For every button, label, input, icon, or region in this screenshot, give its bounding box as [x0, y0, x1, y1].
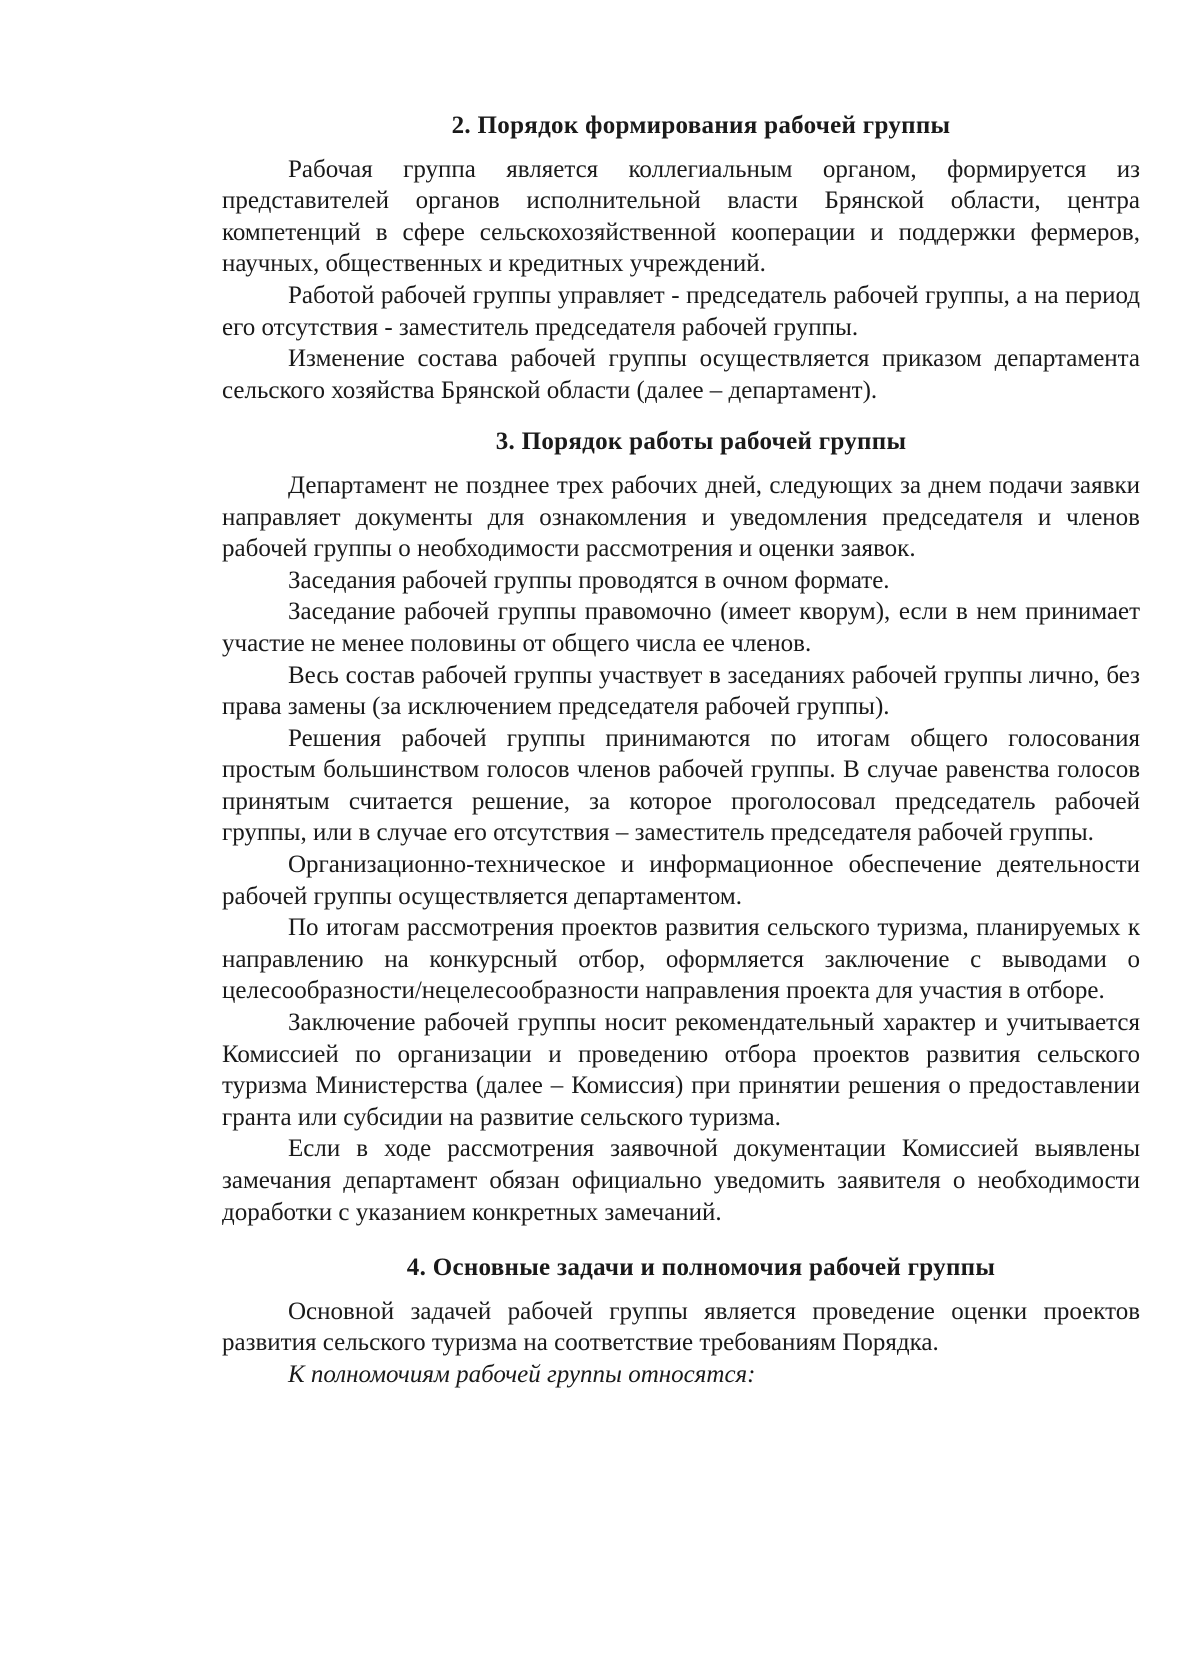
section-3-paragraph: Заключение рабочей группы носит рекомендательный характер и учитывается Комиссией по организации и проведению отбора проектов развития сельского туризма Министерства (далее – Комиссия) при принятии решения о предоставлении гранта или субсидии на развитие сельского туризма. [222, 1009, 1140, 1131]
section-3-paragraph: Весь состав рабочей группы участвует в заседаниях рабочей группы лично, без права замены (за исключением председателя рабочей группы). [222, 661, 1140, 721]
section-2-paragraph: Изменение состава рабочей группы осуществляется приказом департамента сельского хозяйства Брянской области (далее – департамент). [222, 345, 1140, 404]
section-3-paragraph: Если в ходе рассмотрения заявочной документации Комиссией выявлены замечания департамент обязан официально уведомить заявителя о необходимости доработки с указанием конкретных замечаний. [222, 1135, 1140, 1226]
section-3-paragraph: Заседания рабочей группы проводятся в очном формате. [288, 566, 890, 594]
section-3-paragraph: Решения рабочей группы принимаются по итогам общего голосования простым большинством голосов членов рабочей группы. В случае равенства голосов принятым считается решение, за которое проголосовал председатель рабочей группы, или в случае его отсутствия – заместитель председателя рабочей группы. [222, 724, 1140, 847]
section-3-paragraph: По итогам рассмотрения проектов развития сельского туризма, планируемых к направлению на конкурсный отбор, оформляется заключение с выводами о целесообразности/нецелесообразности направления проекта для участия в отборе. [222, 914, 1140, 1005]
section-3-heading: 3. Порядок работы рабочей группы [495, 428, 907, 456]
section-3-paragraph: Заседание рабочей группы правомочно (имеет кворум), если в нем принимает участие не менее половины от общего числа ее членов. [222, 598, 1140, 657]
section-2-heading: 2. Порядок формирования рабочей группы [451, 112, 951, 139]
section-2-paragraph: Работой рабочей группы управляет - председатель рабочей группы, а на период его отсутствия - заместитель председателя рабочей группы. [222, 281, 1140, 341]
section-3-paragraph: Организационно-техническое и информационное обеспечение деятельности рабочей группы осуществляется департаментом. [222, 851, 1140, 910]
section-4-italic-line: К полномочиям рабочей группы относятся: [288, 1360, 756, 1388]
document-page [222, 110, 1140, 1391]
section-2-paragraph: Рабочая группа является коллегиальным органом, формируется из представителей органов исполнительной власти Брянской области, центра компетенций в сфере сельскохозяйственной кооперации и поддержки фермеров, научных, общественных и кредитных учреждений. [222, 155, 1140, 278]
section-4-heading: 4. Основные задачи и полномочия рабочей группы [406, 1254, 996, 1282]
section-3-paragraph: Департамент не позднее трех рабочих дней, следующих за днем подачи заявки направляет документы для ознакомления и уведомления председателя и членов рабочей группы о необходимости рассмотрения и оценки заявок. [222, 471, 1140, 563]
section-4-paragraph: Основной задачей рабочей группы является проведение оценки проектов развития сельского туризма на соответствие требованиям Порядка. [222, 1297, 1140, 1357]
